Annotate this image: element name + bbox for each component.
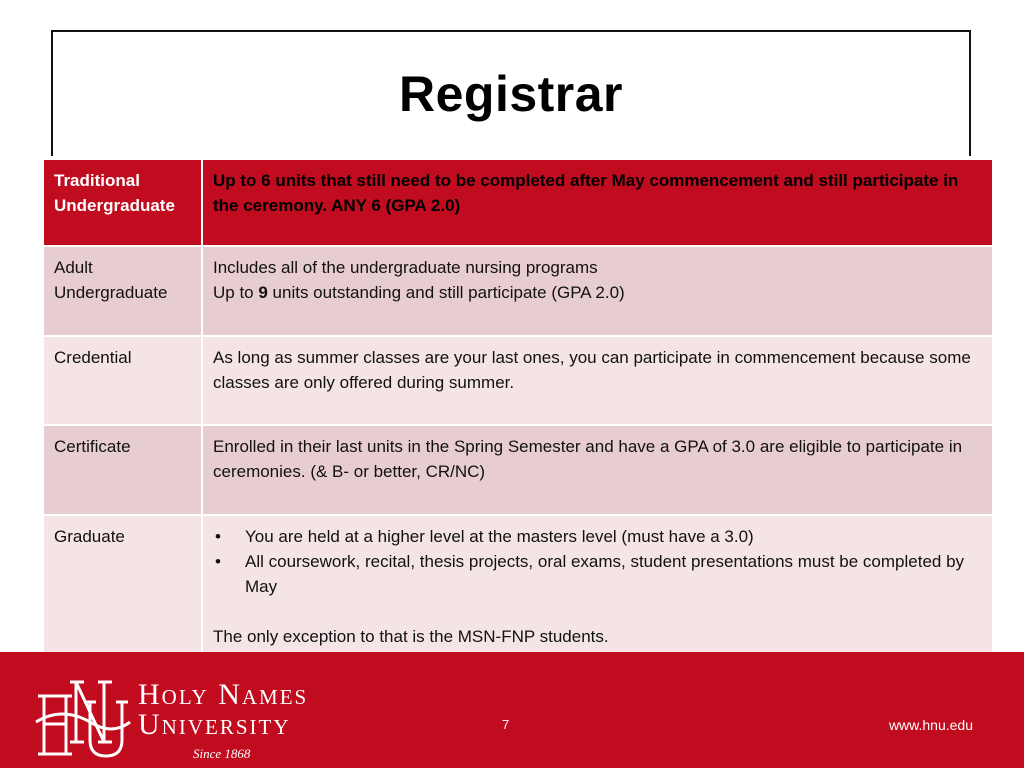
bullet-icon: •: [215, 552, 221, 571]
bullet-text: All coursework, recital, thesis projects, oral exams, student presentations must be completed by May: [245, 552, 965, 596]
slide-title: Registrar: [398, 66, 624, 122]
table-row: [43, 515, 993, 658]
bullet-item: [213, 549, 982, 599]
title-box: [51, 30, 971, 156]
text-suffix: units outstanding and still participate (GPA 2.0): [267, 283, 625, 302]
description-cell: [202, 515, 993, 658]
description-cell: As long as summer classes are your last ones, you can participate in commencement because some classes are only offered during summer.: [202, 336, 993, 425]
description-cell: Enrolled in their last units in the Spring Semester and have a GPA of 3.0 are eligible to participate in ceremonies. (& B- or better, CR/NC): [202, 425, 993, 515]
bullet-text: You are held at a higher level at the masters level (must have a 3.0): [245, 527, 754, 546]
university-wordmark: [138, 680, 308, 762]
category-cell: Adult Undergraduate: [43, 246, 202, 336]
description-line: [213, 280, 982, 305]
registrar-table: [42, 158, 994, 659]
description-line: Includes all of the undergraduate nursing programs: [213, 258, 598, 277]
category-cell: Traditional Undergraduate: [43, 159, 202, 246]
category-cell: Certificate: [43, 425, 202, 515]
category-cell: Credential: [43, 336, 202, 425]
exception-note: The only exception to that is the MSN-FNP students.: [213, 627, 609, 646]
brand-line-2: University: [138, 708, 291, 741]
category-cell: Graduate: [43, 515, 202, 658]
slide-number: 7: [502, 717, 510, 732]
bullet-list: [213, 524, 982, 599]
unit-count: 9: [258, 283, 268, 302]
brand-line-1: Holy Names: [138, 678, 309, 711]
website-link[interactable]: www.hnu.edu: [888, 717, 973, 733]
description-cell: [202, 246, 993, 336]
description-cell: Up to 6 units that still need to be completed after May commencement and still participate in the ceremony. ANY 6 (GPA 2.0): [202, 159, 993, 246]
brand-since: Since 1868: [193, 746, 251, 761]
table-row: [43, 246, 993, 336]
table-row: [43, 336, 993, 425]
text-prefix: Up to: [213, 283, 259, 302]
table-row: [43, 159, 993, 246]
bullet-item: [213, 524, 982, 549]
bullet-icon: •: [215, 527, 221, 546]
university-crest-icon: [32, 662, 132, 762]
footer-bar: [0, 652, 1024, 768]
table-row: [43, 425, 993, 515]
